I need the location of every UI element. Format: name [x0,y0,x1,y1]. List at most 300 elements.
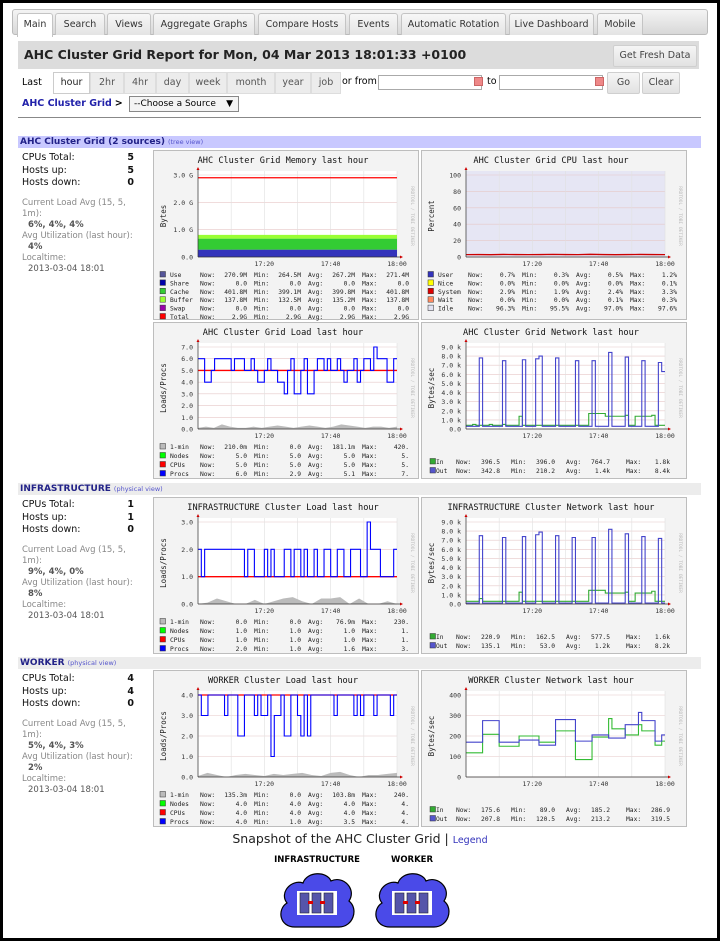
y-tick-label: 2.0 [181,732,193,741]
section-name[interactable]: INFRASTRUCTURE [20,484,111,494]
breadcrumb [22,98,123,109]
legend-min-value: 0.0 [289,444,301,451]
y-axis-label: Loads/Procs [159,538,168,588]
localtime-label: Localtime: [22,773,67,784]
legend-now-label: Now: [456,468,472,475]
legend-min-value: 1.0 [289,637,301,644]
rrdtool-watermark: RRDTOOL / TOBI OETIKER [409,706,414,766]
cpus-total-value: 4 [127,673,134,684]
legend-avg-value: 103.8m [332,792,355,799]
legend-now-label: Now: [456,643,472,650]
x-tick-label: 17:20 [254,607,275,615]
tab-live-dashboard[interactable]: Live Dashboard [509,13,594,35]
legend-avg-value: 1.2k [594,643,610,650]
legend-now-label: Now: [200,637,216,644]
legend-min-value: 1.0 [289,819,301,826]
legend-min-value: 0.0% [553,280,569,288]
hosts-up-value: 5 [127,164,134,176]
range-month-button[interactable]: month [227,72,275,94]
y-tick-label: 3.0 G [173,171,193,180]
y-axis-label: Bytes/sec [427,542,436,584]
legend-min-label: Min: [522,280,538,288]
load-avg-label: Current Load Avg (15, 5, 1m): [22,197,126,219]
y-tick-label: 4.0 [181,691,193,700]
server-icon [395,893,404,913]
hosts-up-value: 4 [127,685,134,697]
cpus-total-value: 1 [127,499,134,510]
legend-avg-label: Avg: [308,628,324,635]
legend-avg-value: 76.9m [336,619,355,626]
legend-now-label: Now: [468,288,484,296]
legend-min-label: Min: [254,819,270,826]
x-tick-label: 18:00 [387,780,407,788]
cpus-total-row [22,152,134,165]
legend-min-value: 162.5 [536,634,555,641]
legend-now-value: 5.0 [235,462,247,469]
legend-now-value: 175.6 [481,807,500,814]
legend-max-label: Max: [362,619,378,626]
cluster-cloud-worker[interactable] [370,867,454,933]
snapshot-title: Snapshot of the AHC Cluster Grid | [232,831,449,846]
tab-bar [12,9,708,35]
legend-avg-label: Avg: [576,280,592,288]
y-tick-label: 1.0 k [441,591,461,600]
hosts-up-value: 1 [127,511,134,523]
legend-now-value: 2.0 [235,646,247,653]
range-hour-button[interactable]: hour [53,72,90,94]
legend-label: Nodes [170,628,189,635]
load-avg-value: 5%, 4%, 3% [28,740,84,751]
x-tick-label: 17:20 [522,432,543,440]
legend-now-label: Now: [468,305,484,313]
legend-label: Swap [170,305,186,313]
legend-min-value: 120.5 [536,816,555,823]
y-tick-label: 1.0 [181,753,193,761]
hosts-down-row [22,698,134,711]
to-date-input[interactable] [499,75,603,90]
legend-swatch [428,297,434,303]
legend-min-label: Min: [254,297,270,305]
legend-max-label: Max: [362,810,378,817]
legend-min-label: Min: [254,628,270,635]
breadcrumb-grid-link[interactable]: AHC Cluster Grid [22,98,112,109]
range-week-button[interactable]: week [189,72,227,94]
section-view-link[interactable]: (physical view) [113,485,163,493]
legend-avg-value: 213.2 [591,816,610,823]
legend-label: Out [436,468,448,475]
legend-max-value: 0.1% [661,280,677,288]
tab-automatic-rotation[interactable]: Automatic Rotation [401,13,506,35]
legend-swatch [430,807,436,813]
legend-label: Out [436,643,448,650]
legend-min-value: 1.0 [289,646,301,653]
legend-now-label: Now: [200,471,216,478]
legend-now-label: Now: [200,462,216,469]
calendar-icon[interactable] [595,77,604,86]
graph-infrastructure-cluster-load-last-hour[interactable] [153,497,419,654]
legend-min-value: 0.0 [289,305,301,313]
graph-ahc-cluster-grid-memory-last-hour[interactable] [153,150,419,320]
legend-max-label: Max: [362,792,378,799]
legend-min-value: 396.0 [536,459,555,466]
series-area [198,235,397,239]
avg-utilization-label: Avg Utilization (last hour): [22,577,133,588]
legend-avg-value: 0.0% [607,280,623,288]
x-tick-label: 17:40 [588,432,609,440]
legend-swatch [160,280,166,286]
cluster-summary [22,152,134,275]
graph-ahc-cluster-grid-network-last-hour[interactable] [421,322,687,479]
legend-min-value: 4.0 [289,801,301,808]
avg-utilization-label: Avg Utilization (last hour): [22,751,133,762]
legend-now-label: Now: [200,646,216,653]
legend-max-label: Max: [626,468,642,475]
legend-swatch [430,634,436,640]
legend-avg-value: 2.9G [339,314,355,321]
hosts-down-label: Hosts down: [22,698,81,709]
x-tick-label: 17:40 [320,607,341,615]
legend-min-value: 0.0% [553,297,569,305]
legend-swatch [160,297,166,303]
y-tick-label: 1.0 G [173,226,193,235]
section-view-link[interactable]: (physical view) [67,659,117,667]
snapshot-heading [3,831,717,846]
legend-avg-label: Avg: [308,288,324,296]
legend-min-label: Min: [254,453,270,460]
legend-max-value: 1.2% [661,272,677,279]
legend-avg-label: Avg: [308,471,324,478]
legend-now-label: Now: [456,816,472,823]
legend-max-label: Max: [362,637,378,644]
ganglia-page [3,3,717,938]
legend-min-value: 53.0 [539,643,555,650]
avg-utilization-value: 2% [28,762,43,773]
server-icon [312,893,321,913]
graph-worker-cluster-load-last-hour[interactable] [153,670,419,827]
legend-now-label: Now: [200,619,216,626]
legend-avg-value: 1.6 [343,646,355,653]
legend-swatch [160,801,166,807]
legend-swatch [160,471,166,477]
cpus-total-label: CPUs Total: [22,499,75,510]
legend-min-label: Min: [254,314,270,321]
link-icon [308,901,313,904]
graph-title: WORKER Cluster Network last hour [468,676,634,686]
graph-canvas [154,323,420,480]
cpus-total-row [22,499,134,512]
graph-canvas [422,151,688,321]
rrdtool-watermark: RRDTOOL / TOBI OETIKER [677,533,682,593]
legend-max-value: 3. [401,646,409,653]
y-tick-label: 6.0 k [441,370,461,379]
range-job-button[interactable]: job [311,72,341,94]
get-fresh-data-button[interactable]: Get Fresh Data [613,45,697,67]
section-name[interactable]: AHC Cluster Grid (2 sources) [20,137,165,147]
legend-avg-value: 267.2M [332,272,355,279]
x-tick-label: 17:20 [254,260,275,268]
legend-now-label: Now: [200,297,216,305]
x-tick-label: 18:00 [655,780,675,788]
legend-now-value: 0.7% [499,272,515,279]
server-icon [300,893,309,913]
section-name[interactable]: WORKER [20,658,65,668]
legend-label: Nodes [170,453,189,460]
y-tick-label: 300 [449,712,461,720]
legend-now-value: 135.1 [481,643,500,650]
y-tick-label: 8.0 k [441,527,461,536]
legend-max-value: 1.8k [654,459,670,466]
legend-max-value: 230. [393,619,409,626]
legend-max-value: 319.5 [651,816,670,823]
graph-canvas [154,671,420,828]
x-tick-label: 17:20 [522,260,543,268]
cluster-summary [22,499,134,622]
legend-min-label: Min: [511,816,527,823]
legend-avg-label: Avg: [308,272,324,279]
hosts-up-row [22,686,134,699]
legend-swatch [430,816,436,822]
legend-avg-label: Avg: [308,280,324,288]
calendar-icon[interactable] [474,77,483,86]
legend-min-value: 264.5M [278,272,301,279]
legend-swatch [430,459,436,465]
legend-max-label: Max: [626,807,642,814]
legend-now-value: 2.9G [231,314,247,321]
graph-title: INFRASTRUCTURE Cluster Load last hour [187,503,379,513]
breadcrumb-separator: > [114,98,123,109]
legend-avg-value: 181.1m [332,444,355,451]
legend-avg-label: Avg: [308,462,324,469]
legend-avg-value: 97.0% [604,305,623,313]
legend-min-value: 5.0 [289,462,301,469]
clear-button[interactable]: Clear [642,72,680,94]
legend-max-value: 3.3% [661,288,677,296]
legend-label: Procs [170,819,189,826]
section-view-link[interactable]: (tree view) [167,138,204,146]
cpus-total-label: CPUs Total: [22,673,75,684]
legend-label: Wait [438,297,454,305]
legend-avg-label: Avg: [308,801,324,808]
legend-avg-value: 4.0 [343,810,355,817]
y-tick-label: 4.0 [181,378,193,387]
legend-label: 1-min [170,444,189,451]
legend-now-value: 270.9M [224,272,247,279]
legend-min-value: 399.1M [278,288,301,296]
range-day-button[interactable]: day [156,72,189,94]
y-tick-label: 0 [457,253,461,262]
y-tick-label: 4.0 k [441,564,461,573]
legend-min-value: 4.0 [289,810,301,817]
y-tick-label: 80 [453,187,461,196]
hosts-down-value: 0 [127,177,134,188]
legend-now-label: Now: [456,807,472,814]
y-tick-label: 7.0 k [441,536,461,545]
legend-avg-label: Avg: [308,646,324,653]
graph-canvas [154,498,420,655]
cpus-total-label: CPUs Total: [22,152,75,163]
legend-now-label: Now: [468,272,484,279]
legend-now-label: Now: [200,314,216,321]
hosts-down-row [22,524,134,537]
graph-worker-cluster-network-last-hour[interactable] [421,670,687,827]
tab-search[interactable]: Search [55,13,105,35]
server-icon [324,893,333,913]
page-title: AHC Cluster Grid Report for Mon, 04 Mar 2013 18:01:33 +0100 [24,47,467,62]
tab-compare-hosts[interactable]: Compare Hosts [258,13,346,35]
y-tick-label: 9.0 k [441,518,461,527]
legend-swatch [428,305,434,311]
legend-swatch [160,444,166,450]
report-header [18,41,699,69]
cluster-label-worker: WORKER [390,855,434,865]
legend-link[interactable]: Legend [452,835,488,846]
legend-now-value: 0.0 [235,305,247,313]
legend-swatch [160,810,166,816]
legend-max-value: 5. [401,462,409,469]
localtime-label: Localtime: [22,252,67,263]
hosts-down-label: Hosts down: [22,177,81,188]
range-4hr-button[interactable]: 4hr [124,72,156,94]
legend-avg-label: Avg: [308,792,324,799]
legend-label: Procs [170,646,189,653]
legend-now-value: 4.0 [235,819,247,826]
legend-max-value: 286.9 [651,807,670,814]
legend-avg-label: Avg: [576,297,592,305]
cluster-summary [22,673,134,796]
legend-max-value: 1. [401,637,409,644]
legend-now-label: Now: [200,810,216,817]
legend-max-label: Max: [630,297,646,305]
y-tick-label: 7.0 k [441,361,461,370]
link-icon [403,901,408,904]
tab-views[interactable]: Views [107,13,151,35]
graph-ahc-cluster-grid-load-last-hour[interactable] [153,322,419,479]
legend-min-value: 0.3% [553,272,569,279]
cluster-cloud-infrastructure[interactable] [275,867,359,933]
graph-title: AHC Cluster Grid Network last hour [463,328,639,338]
graph-infrastructure-cluster-network-last-hour[interactable] [421,497,687,654]
time-range-bar [18,72,698,94]
y-tick-label: 3.0 [181,712,193,720]
y-tick-label: 7.0 [181,343,193,352]
legend-now-label: Now: [200,628,216,635]
legend-now-value: 342.8 [481,468,500,475]
legend-max-label: Max: [362,462,378,469]
legend-avg-value: 764.7 [591,459,610,466]
x-tick-label: 18:00 [655,260,675,268]
legend-now-value: 401.8M [224,288,247,296]
hosts-up-row [22,165,134,178]
legend-label: Procs [170,471,189,478]
legend-max-label: Max: [362,444,378,451]
range-year-button[interactable]: year [275,72,311,94]
y-axis-label: Bytes/sec [427,367,436,409]
legend-swatch [160,462,166,468]
y-tick-label: 2.0 k [441,582,461,591]
link-icon [415,901,420,904]
legend-min-label: Min: [522,272,538,279]
section-header [18,136,701,148]
graph-title: AHC Cluster Grid Load last hour [202,328,364,338]
x-tick-label: 17:20 [254,780,275,788]
legend-avg-label: Avg: [308,297,324,305]
rrdtool-watermark: RRDTOOL / TOBI OETIKER [677,358,682,418]
legend-swatch [428,280,434,286]
from-label: or from [342,76,377,87]
cpus-total-row [22,673,134,686]
tab-events[interactable]: Events [349,13,398,35]
legend-min-value: 132.5M [278,297,301,305]
graph-canvas [422,671,688,828]
legend-max-label: Max: [362,646,378,653]
legend-min-label: Min: [254,637,270,644]
load-avg-label: Current Load Avg (15, 5, 1m): [22,718,126,740]
legend-swatch [160,272,166,278]
legend-avg-value: 1.0 [343,637,355,644]
legend-swatch [160,305,166,311]
tab-main[interactable]: Main [17,13,53,37]
x-tick-label: 18:00 [655,432,675,440]
tab-aggregate-graphs[interactable]: Aggregate Graphs [153,13,255,35]
legend-min-label: Min: [254,444,270,451]
legend-max-label: Max: [362,305,378,313]
y-tick-label: 9.0 k [441,343,461,352]
y-tick-label: 0.0 [449,425,461,434]
legend-now-value: 0.0 [235,619,247,626]
source-select[interactable] [129,96,239,112]
y-tick-label: 2.0 [181,545,193,554]
legend-max-value: 420. [393,444,409,451]
section-header [18,657,701,669]
legend-swatch [430,468,436,474]
legend-max-label: Max: [362,280,378,288]
legend-label: In [436,807,444,814]
legend-avg-label: Avg: [308,637,324,644]
legend-avg-value: 4.0 [343,801,355,808]
hosts-up-label: Hosts up: [22,511,67,523]
graph-ahc-cluster-grid-cpu-last-hour[interactable] [421,150,687,320]
legend-swatch [160,819,166,825]
y-axis-label: Bytes/sec [427,715,436,757]
localtime-value: 2013-03-04 18:01 [28,610,105,621]
legend-avg-label: Avg: [308,314,324,321]
x-tick-label: 17:40 [320,780,341,788]
range-2hr-button[interactable]: 2hr [90,72,124,94]
go-button[interactable]: Go [607,72,640,94]
graph-canvas [422,323,688,480]
legend-max-label: Max: [362,471,378,478]
tab-mobile[interactable]: Mobile [597,13,643,35]
from-date-input[interactable] [378,75,482,90]
y-tick-label: 40 [453,220,461,229]
y-tick-label: 8.0 k [441,352,461,361]
x-tick-label: 17:20 [522,780,543,788]
legend-max-value: 5. [401,453,409,460]
y-tick-label: 60 [453,204,461,213]
legend-max-value: 0.3% [661,297,677,305]
legend-min-value: 0.0 [289,619,301,626]
y-tick-label: 3.0 k [441,398,461,407]
legend-now-label: Now: [200,305,216,313]
legend-min-value: 95.5% [550,305,569,313]
legend-now-label: Now: [200,792,216,799]
dropdown-arrow-icon: ▼ [226,99,233,109]
legend-swatch [430,643,436,649]
legend-min-value: 2.9G [285,314,301,321]
legend-min-value: 210.2 [536,468,555,475]
load-avg-value: 9%, 4%, 0% [28,566,84,577]
legend-swatch [428,272,434,278]
